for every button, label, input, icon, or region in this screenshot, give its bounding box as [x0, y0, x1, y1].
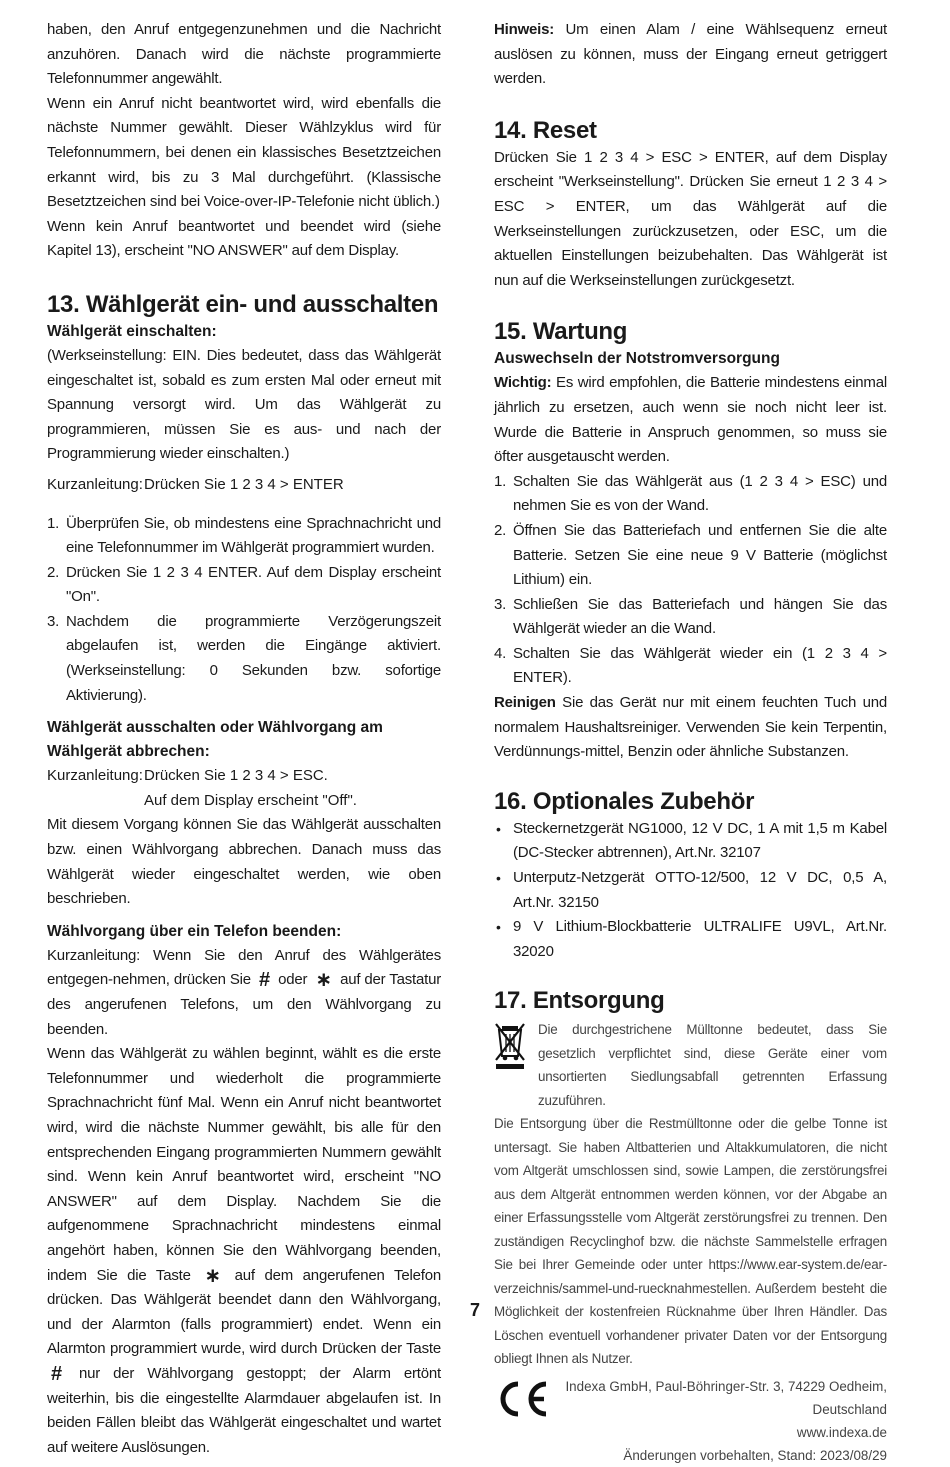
- list-item: 2. Drücken Sie 1 2 3 4 ENTER. Auf dem Display erscheint "On".: [47, 563, 441, 606]
- footer: [494, 1375, 887, 1467]
- battery-heading: Auswechseln der Notstromversorgung: [494, 350, 780, 368]
- cleaning-paragraph: Reinigen Sie das Gerät nur mit einem feuchten Tuch und normalem Haushaltsreiniger. Verwenden Sie kein Terpentin, Verdünnungs-mittel, Benzin oder ähnliche Substanzen.: [494, 694, 887, 761]
- hash-key-icon: #: [51, 1362, 62, 1385]
- disposal-text: Die Entsorgung über die Restmülltonne oder die gelbe Tonne ist untersagt. Sie haben Altbatterien und Altakkumulatoren, die nicht vom Altgerät umschlossen sind, sowie Lampen, die zerstörungsfrei aus dem Altgerät entnommen werden können, vor der Abgabe an einer Erfassungsstelle vom Altgerät zerstörungsfrei zu trennen. Den zuständigen Recyclinghof bzw. die nächste Sammelstelle erfragen Sie bei Ihrer Gemeinde oder unter https://www.ear-system.de/ear-verzeichnis/sammel-und-ruecknahmestellen. Außerdem besteht die Möglichkeit der kostenfreien Rücknahme über Ihren Händler. Das Löschen eventuell vorhandener privater Daten vor der Entsorgung obliegt Ihnen als Nutzer.: [494, 1116, 887, 1367]
- quick-guide-label: Kurzanleitung:: [47, 475, 143, 493]
- reset-text: Drücken Sie 1 2 3 4 > ESC > ENTER, auf dem Display erscheint "Werkseinstellung". Drücken Sie erneut 1 2 3 4 > ESC > ENTER, um das Wählgerät auf die Werkseinstellungen zurückzusetzen, oder ESC, um die aktuellen Einstellungen beizubehalten. Das Wählgerät ist nun auf die Werkseinstellungen zurückgesetzt.: [494, 148, 887, 289]
- switch-on-heading: Wählgerät einschalten:: [47, 322, 217, 340]
- intro-paragraph-2: Wenn ein Anruf nicht beantwortet wird, wird ebenfalls die nächste Nummer gewählt. Dieser Wählzyklus wird für Telefonnummern, bei denen ein klassisches Besetztzeichen erkannt wird, bis zu 3 Mal durchgeführt. (Klassische Besetztzeichen sind bei Voice-over-IP-Telefonie nicht üblich.): [47, 94, 441, 211]
- section-17-title: 17. Entsorgung: [494, 987, 665, 1015]
- hash-key-icon: #: [259, 969, 270, 992]
- switch-on-steps: [47, 512, 441, 709]
- bullet-icon: •: [496, 919, 501, 936]
- end-dialing-text-1: Kurzanleitung: Wenn Sie den Anruf des Wählgerätes entgegen-nehmen, drücken Sie # oder ∗ auf der Tastatur des angerufenen Telefons, um den Wählvorgang zu beenden.: [47, 946, 442, 1038]
- quick-guide-off-display-text: Auf dem Display erscheint "Off".: [144, 791, 357, 809]
- list-item: 4. Schalten Sie das Wählgerät wieder ein (1 2 3 4 > ENTER).: [494, 644, 887, 687]
- weee-notice: [494, 1018, 887, 1112]
- section-16-title: 16. Optionales Zubehör: [494, 787, 755, 815]
- list-item: 1. Schalten Sie das Wählgerät aus (1 2 3 4 > ESC) und nehmen Sie es von der Wand.: [494, 472, 887, 515]
- intro-paragraph-3: Wenn kein Anruf beantwortet und beendet wird (siehe Kapitel 13), erscheint "NO ANSWER" auf dem Display.: [47, 217, 441, 260]
- end-dialing-text-2: Wenn das Wählgerät zu wählen beginnt, wählt es die erste Telefonnummer und wiederholt die programmierte Sprachnachricht fünf Mal. Wenn ein Anruf nicht beantwortet wird, wird die nächste Nummer gewählt, bis alle für den entsprechenden Eingang programmierten Nummern gewählt sind. Wenn kein Anruf beantwortet wird, erscheint "NO ANSWER" auf dem Display. Nachdem Sie die aufgenommene Sprachnachricht mindestens einmal angehört haben, können Sie den Wählvorgang beenden, indem Sie die Taste ∗ auf dem angerufenen Telefon drücken. Das Wählgerät beendet dann den Wählvorgang, und der Alarmton (falls programmiert) endet. Wenn ein Alarmton programmiert wurde, wird durch Drücken der Taste # nur der Wählvorgang gestoppt; der Alarm ertönt weiterhin, bis die eingestellte Alarmdauer abgelaufen ist. In beiden Fällen bleibt das Wählgerät eingeschaltet und wartet auf weitere Auslösungen.: [47, 1045, 442, 1456]
- list-item: 2. Öffnen Sie das Batteriefach und entfernen Sie die alte Batterie. Setzen Sie eine neue 9 V Batterie (möglichst Lithium) ein.: [494, 521, 887, 589]
- list-item: 3. Schließen Sie das Batteriefach und hängen Sie das Wählgerät wieder an die Wand.: [494, 595, 887, 638]
- accessories-list: [494, 817, 887, 965]
- quick-guide-off-text: Drücken Sie 1 2 3 4 > ESC.: [144, 767, 328, 785]
- section-15-title: 15. Wartung: [494, 318, 628, 346]
- quick-guide-on-text: Drücken Sie 1 2 3 4 > ENTER: [144, 475, 344, 493]
- star-key-icon: ∗: [204, 1264, 221, 1287]
- page-number: 7: [469, 1300, 480, 1320]
- crossed-out-wheelie-bin-icon: [494, 1020, 538, 1077]
- quick-guide-off: [47, 764, 441, 789]
- switch-off-text: Mit diesem Vorgang können Sie das Wählgerät ausschalten bzw. einen Wählvorgang abbrechen. Danach muss das Wählgerät wieder eingeschaltet werden, wie oben beschrieben.: [47, 816, 441, 908]
- list-item: • Steckernetzgerät NG1000, 12 V DC, 1 A mit 1,5 m Kabel (DC-Stecker abtrennen), Art.Nr. 32107: [494, 817, 887, 866]
- bullet-icon: •: [496, 820, 501, 837]
- important-label: Wichtig:: [494, 374, 552, 392]
- revision-note: Änderungen vorbehalten, Stand: 2023/08/29: [623, 1447, 887, 1463]
- maintenance-steps: [494, 470, 887, 691]
- section-14-title: 14. Reset: [494, 116, 597, 144]
- section-13-title: 13. Wählgerät ein- und ausschalten: [47, 290, 439, 318]
- switch-off-heading: Wählgerät ausschalten oder Wählvorgang am Wählgerät abbrechen:: [47, 719, 383, 761]
- intro-paragraph-1: haben, den Anruf entgegenzunehmen und die Nachricht anzuhören. Danach wird die nächste programmierte Telefonnummer angewählt.: [47, 21, 441, 88]
- list-item: • 9 V Lithium-Blockbatterie ULTRALIFE U9VL, Art.Nr. 32020: [494, 915, 887, 964]
- list-item: 1. Überprüfen Sie, ob mindestens eine Sprachnachricht und eine Telefonnummer im Wählgerät programmiert wurden.: [47, 514, 441, 557]
- switch-on-text: (Werkseinstellung: EIN. Dies bedeutet, dass das Wählgerät eingeschaltet ist, sobald es zum ersten Mal oder erneut mit Spannung versorgt wird. Um das Wählgerät zu programmieren, müssen Sie es aus- und nach der Programmierung wieder einschalten.): [47, 346, 441, 463]
- left-column: [47, 18, 441, 1460]
- ce-mark-icon: [494, 1379, 550, 1424]
- hint-label: Hinweis:: [494, 21, 555, 38]
- right-column: [494, 18, 887, 1467]
- quick-guide-on: [47, 473, 441, 498]
- bullet-icon: •: [496, 870, 501, 887]
- quick-guide-off-display: [47, 789, 441, 814]
- company-website[interactable]: www.indexa.de: [796, 1424, 887, 1440]
- star-key-icon: ∗: [315, 969, 332, 992]
- important-paragraph: Wichtig: Es wird empfohlen, die Batterie mindestens einmal jährlich zu ersetzen, auch wenn sie noch nicht leer ist. Wurde die Batterie in Anspruch genommen, so muss sie öfter ausgetauscht werden.: [494, 374, 887, 466]
- quick-guide-label: Kurzanleitung:: [47, 767, 143, 785]
- hint-paragraph: Hinweis: Um einen Alam / eine Wählsequenz erneut auslösen zu können, muss der Eingang erneut getriggert werden.: [494, 21, 888, 88]
- list-item: 3. Nachdem die programmierte Verzögerungszeit abgelaufen ist, werden die Eingänge aktiviert. (Werkseinstellung: 0 Sekunden bzw. sofortige Aktivierung).: [47, 612, 441, 704]
- weee-notice-text: Die durchgestrichene Mülltonne bedeutet, dass Sie gesetzlich verpflichtet sind, diese Geräte einer vom unsortierten Siedlungsabfall getrennten Erfassung zuzuführen.: [538, 1022, 887, 1108]
- company-address: Indexa GmbH, Paul-Böhringer-Str. 3, 74229 Oedheim, Deutschland: [565, 1378, 887, 1417]
- list-item: • Unterputz-Netzgerät OTTO-12/500, 12 V DC, 0,5 A, Art.Nr. 32150: [494, 866, 887, 915]
- cleaning-label: Reinigen: [494, 694, 556, 712]
- end-dialing-heading: Wählvorgang über ein Telefon beenden:: [47, 922, 342, 940]
